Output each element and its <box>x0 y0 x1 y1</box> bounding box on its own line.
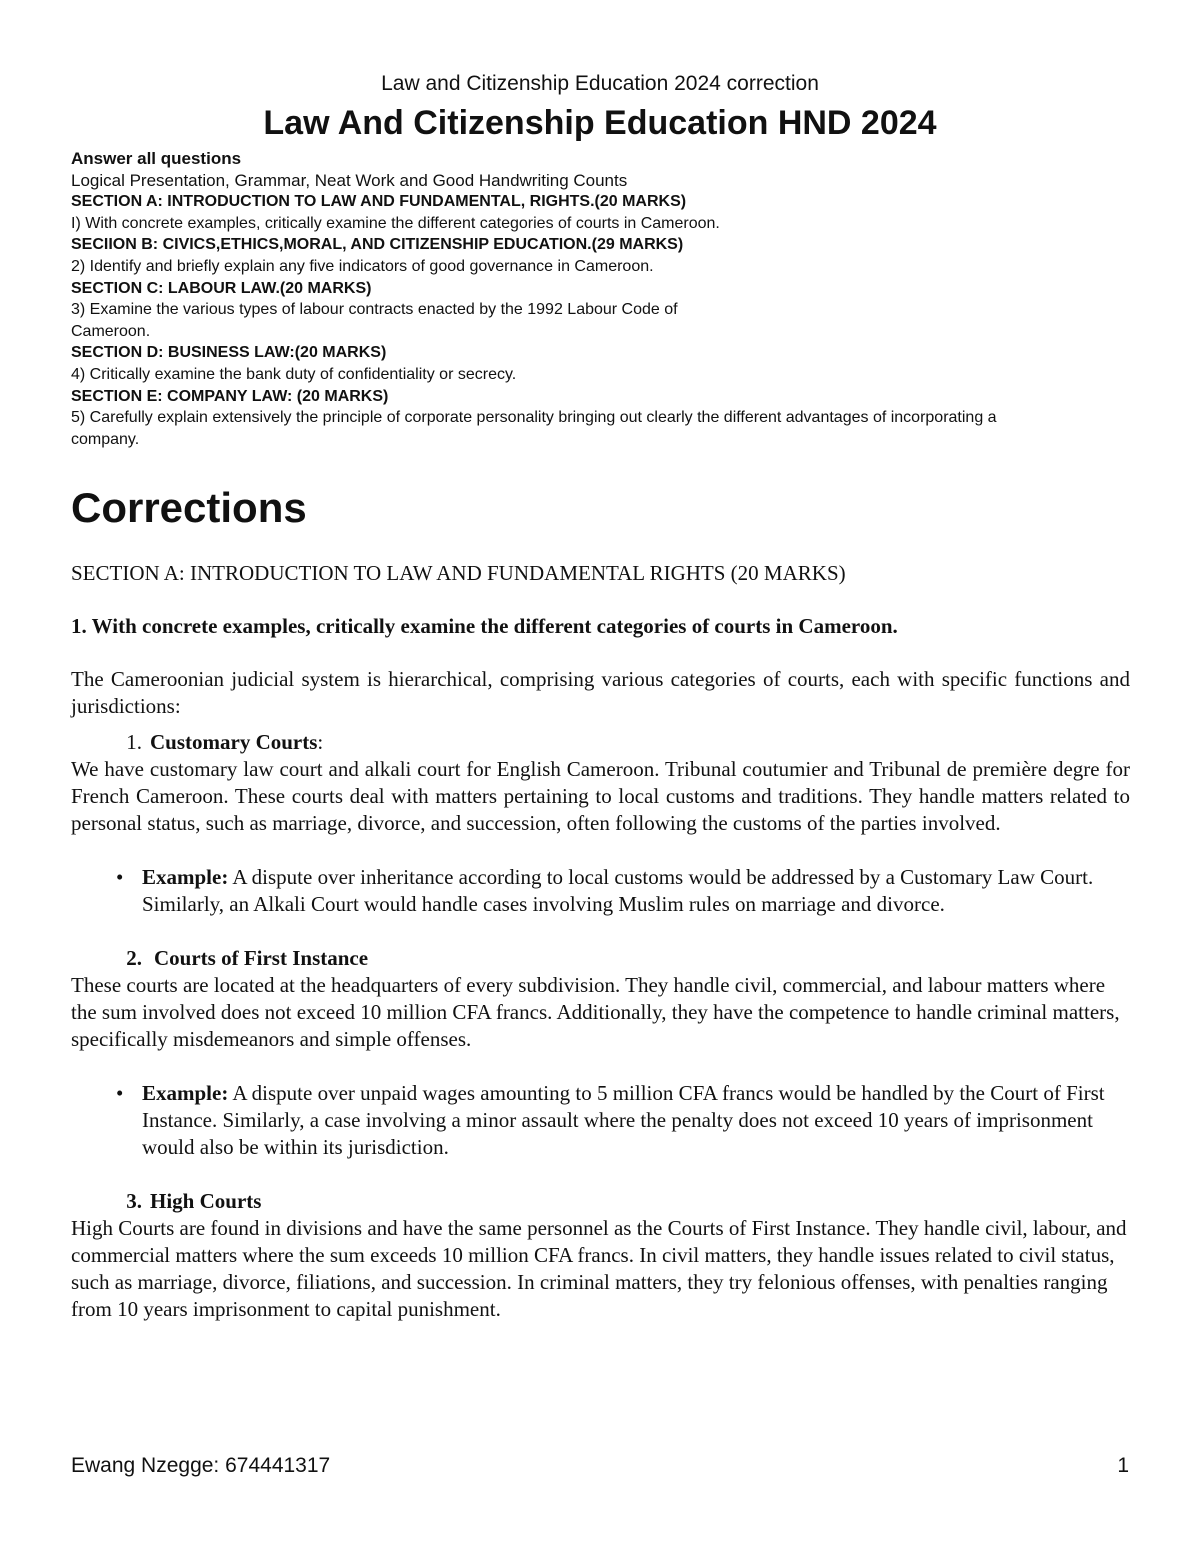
section-a-heading: SECTION A: INTRODUCTION TO LAW AND FUNDAMENTAL, RIGHTS.(20 MARKS) <box>71 193 687 211</box>
court-description: These courts are located at the headquarters of every subdivision. They handle civil, commercial, and labour matters where the sum involved does not exceed 10 million CFA francs. Additionally, they have the competence to handle criminal matters, specifically misdemeanors and simple offenses. <box>71 973 1120 1051</box>
corrections-body <box>71 560 1130 1323</box>
document-title: Law And Citizenship Education HND 2024 <box>263 104 937 142</box>
court-number: 1. <box>126 730 142 754</box>
court-heading-first-instance <box>71 945 1130 972</box>
court-heading-customary <box>71 729 1130 756</box>
correction-section-heading: SECTION A: INTRODUCTION TO LAW AND FUNDAMENTAL RIGHTS (20 MARKS) <box>71 561 846 585</box>
court-number: 3. <box>126 1189 142 1213</box>
question-paper <box>71 148 1131 450</box>
bullet-icon: • <box>116 865 124 889</box>
court-title: Courts of First Instance <box>154 946 369 970</box>
correction-question <box>71 613 1130 640</box>
intro-paragraph: The Cameroonian judicial system is hierarchical, comprising various categories of courts, each with specific functions and jurisdictions: <box>71 667 1130 718</box>
footer-author: Ewang Nzegge: 674441317 <box>71 1454 331 1477</box>
example-bullet <box>71 864 1130 918</box>
section-b-heading: SECIION B: CIVICS,ETHICS,MORAL, AND CITIZENSHIP EDUCATION.(29 MARKS) <box>71 236 684 254</box>
running-header: Law and Citizenship Education 2024 correction <box>381 72 819 95</box>
question-3-line-2: Cameroon. <box>71 322 151 340</box>
question-3-line-1: 3) Examine the various types of labour contracts enacted by the 1992 Labour Code of <box>71 301 678 319</box>
question-2: 2) Identify and briefly explain any five indicators of good governance in Cameroon. <box>71 257 654 275</box>
court-heading-high <box>71 1188 1130 1215</box>
court-description: High Courts are found in divisions and have the same personnel as the Courts of First Instance. They handle civil, labour, and commercial matters where the sum exceeds 10 million CFA francs. In civil matters, they handle issues related to civil status, such as marriage, divorce, filiations, and succession. In criminal matters, they try felonious offenses, with penalties ranging from 10 years imprisonment to capital punishment. <box>71 1216 1127 1321</box>
section-d-heading: SECTION D: BUSINESS LAW:(20 MARKS) <box>71 344 387 362</box>
corrections-title: Corrections <box>71 484 307 531</box>
example-label: Example: <box>142 865 229 889</box>
court-number: 2. <box>126 946 142 970</box>
page-number: 1 <box>1117 1454 1129 1477</box>
question-5-line-2: company. <box>71 430 140 448</box>
example-bullet <box>71 1080 1130 1161</box>
question-text: With concrete examples, critically examine the different categories of courts in Cameroon. <box>91 614 898 638</box>
question-number: 1. <box>71 614 87 638</box>
example-text: A dispute over inheritance according to local customs would be addressed by a Customary Law Court. Similarly, an Alkali Court would handle cases involving Muslim rules on marriage and divorce. <box>142 865 1094 916</box>
question-1: I) With concrete examples, critically examine the different categories of courts in Cameroon. <box>71 214 720 232</box>
court-description: We have customary law court and alkali court for English Cameroon. Tribunal coutumier and Tribunal de première degre for French Cameroon. These courts deal with matters pertaining to local customs and traditions. They handle matters related to personal status, such as marriage, divorce, and succession, often following the customs of the parties involved. <box>71 757 1130 835</box>
example-text: A dispute over unpaid wages amounting to 5 million CFA francs would be handled by the Court of First Instance. Similarly, a case involving a minor assault where the penalty does not exceed 10 years of imprisonment would also be within its jurisdiction. <box>142 1081 1105 1159</box>
bullet-icon: • <box>116 1081 124 1105</box>
court-title-suffix: : <box>317 730 324 754</box>
instruction-heading: Answer all questions <box>71 149 242 168</box>
section-c-heading: SECTION C: LABOUR LAW.(20 MARKS) <box>71 279 372 297</box>
court-title: High Courts <box>150 1189 262 1213</box>
question-4: 4) Critically examine the bank duty of confidentiality or secrecy. <box>71 365 517 383</box>
instruction-text: Logical Presentation, Grammar, Neat Work and Good Handwriting Counts <box>71 170 628 190</box>
court-title: Customary Courts <box>150 730 318 754</box>
question-5-line-1: 5) Carefully explain extensively the principle of corporate personality bringing out clearly the different advantages of incorporating a <box>71 409 997 427</box>
section-e-heading: SECTION E: COMPANY LAW: (20 MARKS) <box>71 387 389 405</box>
example-label: Example: <box>142 1081 229 1105</box>
